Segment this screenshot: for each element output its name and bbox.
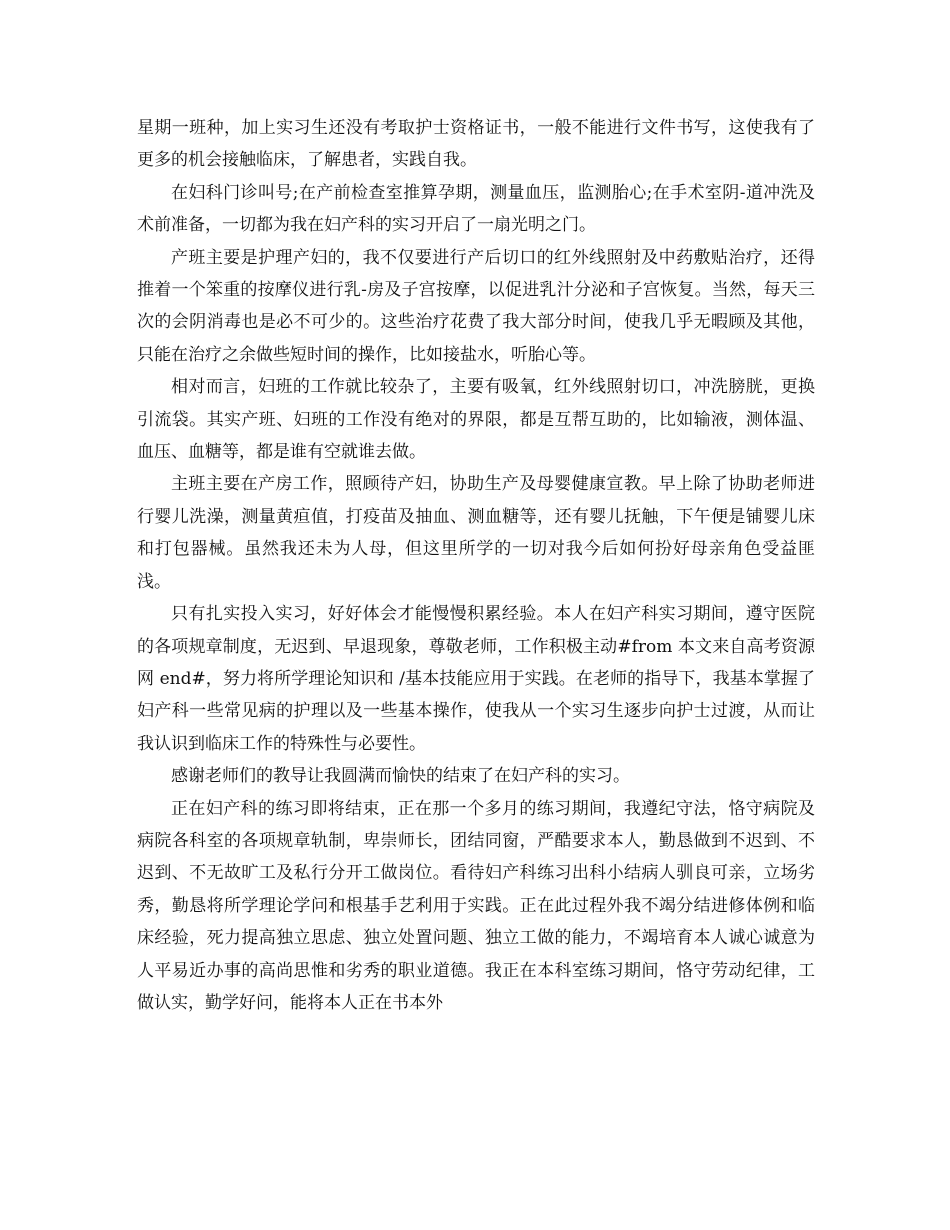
paragraph-continued: 星期一班种，加上实习生还没有考取护士资格证书，一般不能进行文件书写，这使我有了更多的机会接触临床，了解患者，实践自我。 <box>137 118 815 171</box>
paragraph-summary: 正在妇产科的练习即将结束，正在那一个多月的练习期间，我遵纪守法，恪守病院及病院各科室的各项规章轨制，卑崇师长，团结同窗，严酷要求本人，勤恳做到不迟到、不迟到、不无故旷工及私行分开工做岗位。看待妇产科练习出科小结病人驯良可亲，立场劣秀，勤恳将所学理论学问和根基手艺利用于实践。正在此过程外我不竭分结进修体例和临床经验，死力提高独立思虑、独立处置问题、独立工做的能力，不竭培育本人诚心诚意为人平易近办事的高尚思惟和劣秀的职业道德。我正在本科室练习期间，恪守劳动纪律，工做认实，勤学好问，能将本人正在书本外 <box>137 798 815 1013</box>
paragraph-outpatient: 在妇科门诊叫号;在产前检查室推算孕期，测量血压，监测胎心;在手术室阴-道冲洗及术前准备，一切都为我在妇产科的实习开启了一扇光明之门。 <box>137 182 815 236</box>
paragraph-main-shift: 主班主要在产房工作，照顾待产妇，协助生产及母婴健康宣教。早上除了协助老师进行婴儿洗澡，测量黄疸值，打疫苗及抽血、测血糖等，还有婴儿抚触，下午便是铺婴儿床和打包器械。虽然我还未为人母，但这里所学的一切对我今后如何扮好母亲角色受益匪浅。 <box>137 474 815 592</box>
paragraph-maternity-shift: 产班主要是护理产妇的，我不仅要进行产后切口的红外线照射及中药敷贴治疗，还得推着一个笨重的按摩仪进行乳-房及子宫按摩，以促进乳汁分泌和子宫恢复。当然，每天三次的会阴消毒也是必不可少的。这些治疗花费了我大部分时间，使我几乎无暇顾及其他，只能在治疗之余做些短时间的操作，比如接盐水，听胎心等。 <box>137 247 815 365</box>
paragraph-experience: 只有扎实投入实习，好好体会才能慢慢积累经验。本人在妇产科实习期间，遵守医院的各项规章制度，无迟到、早退现象，尊敬老师，工作积极主动#from 本文来自高考资源网 end#，努力将所学理论知识和 /基本技能应用于实践。在老师的指导下，我基本掌握了妇产科一些常见病的护理以及一些基本操作，使我从一个实习生逐步向护士过渡，从而让我认识到临床工作的特殊性与必要性。 <box>137 604 815 754</box>
paragraph-gynecology-shift: 相对而言，妇班的工作就比较杂了，主要有吸氧，红外线照射切口，冲洗膀胱，更换引流袋。其实产班、妇班的工作没有绝对的界限，都是互帮互助的，比如输液，测体温、血压、血糖等，都是谁有空就谁去做。 <box>137 377 815 463</box>
document-body <box>137 112 815 1019</box>
paragraph-thanks: 感谢老师们的教导让我圆满而愉快的结束了在妇产科的实习。 <box>171 766 630 787</box>
